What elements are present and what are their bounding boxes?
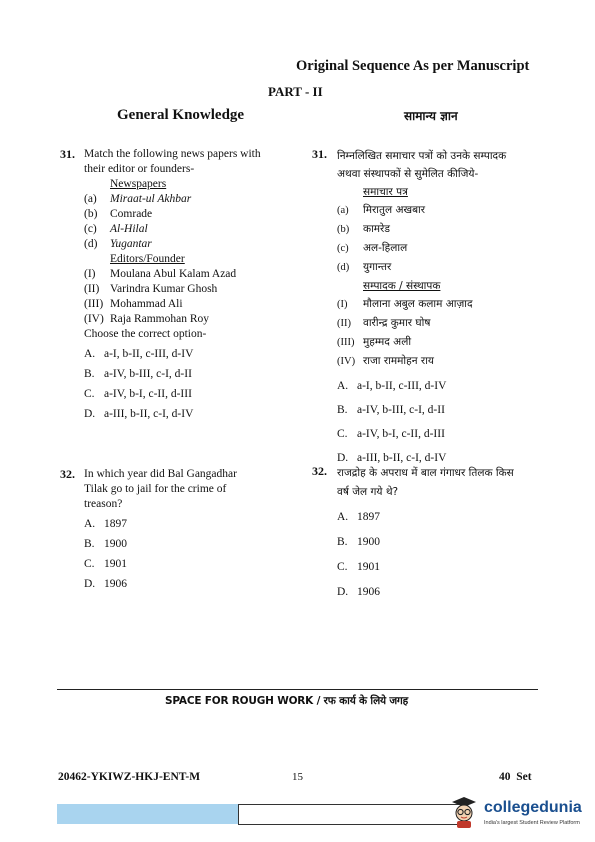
option-text: 1897: [357, 511, 380, 523]
q31-stem-line: Match the following news papers with: [84, 148, 261, 160]
answer-option: [84, 517, 237, 532]
list-marker: (III): [84, 298, 104, 310]
option-letter: B.: [84, 368, 95, 380]
list-item: [84, 222, 261, 237]
option-letter: C.: [84, 558, 95, 570]
option-letter: D.: [337, 452, 349, 464]
list-marker: (c): [84, 223, 97, 235]
q32-hindi: [337, 464, 514, 602]
brand-name: collegedunia: [484, 799, 582, 816]
option-letter: C.: [337, 561, 348, 573]
list-item: [337, 314, 506, 333]
list-marker: (IV): [337, 356, 356, 367]
option-letter: C.: [84, 388, 95, 400]
option-text: a-I, b-II, c-III, d-IV: [104, 348, 194, 360]
list-marker: (III): [337, 337, 355, 348]
option-letter: D.: [84, 578, 96, 590]
editors-heading-hindi: सम्पादक / संस्थापक: [363, 280, 441, 292]
q31-hindi: [337, 147, 506, 467]
list-marker: (b): [84, 208, 98, 220]
list-item: [337, 201, 506, 220]
list-text: Miraat-ul Akhbar: [110, 193, 192, 205]
list-item: [337, 258, 506, 277]
option-letter: B.: [337, 404, 348, 416]
option-letter: A.: [337, 511, 349, 523]
answer-option: [337, 425, 506, 443]
list-item: [84, 267, 261, 282]
manuscript-title: Original Sequence As per Manuscript: [296, 58, 530, 74]
list-text: Yugantar: [110, 238, 152, 250]
section-title-english: General Knowledge: [117, 107, 245, 123]
section-title-hindi: सामान्य ज्ञान: [404, 109, 458, 123]
option-letter: D.: [84, 408, 96, 420]
q32-stem-line: treason?: [84, 498, 123, 510]
q31-number-hindi: 31.: [312, 147, 327, 161]
list-marker: (IV): [84, 313, 104, 325]
list-marker: (a): [337, 205, 349, 216]
q32-stem-line: राजद्रोह के अपराध में बाल गंगाधर तिलक किस: [337, 467, 514, 479]
option-text: a-III, b-II, c-I, d-IV: [104, 408, 194, 420]
list-text: Varindra Kumar Ghosh: [110, 283, 218, 295]
answer-option: [84, 407, 261, 422]
option-letter: A.: [337, 380, 349, 392]
q31-number: 31.: [60, 147, 75, 161]
answer-option: [337, 533, 514, 552]
q32-number-hindi: 32.: [312, 464, 327, 478]
list-item: [337, 333, 506, 352]
list-marker: (II): [337, 318, 351, 329]
q31-english: [84, 147, 261, 422]
list-text: Mohammad Ali: [110, 298, 183, 310]
q31-stem-line: अथवा संस्थापकों से सुमेलित कीजिये-: [337, 168, 479, 180]
list-text: मुहम्मद अली: [363, 336, 412, 348]
option-text: a-IV, b-I, c-II, d-III: [104, 388, 192, 400]
newspapers-heading: Newspapers: [110, 178, 167, 190]
answer-option: [84, 347, 261, 362]
answer-option: [337, 583, 514, 602]
option-text: a-III, b-II, c-I, d-IV: [357, 452, 447, 464]
list-text: Comrade: [110, 208, 153, 220]
option-text: 1901: [357, 561, 380, 573]
footer-box: [238, 804, 462, 825]
q32-number: 32.: [60, 467, 75, 481]
list-item: [337, 352, 506, 371]
option-text: 1906: [357, 586, 380, 598]
option-letter: A.: [84, 518, 96, 530]
answer-option: [337, 558, 514, 577]
option-text: 1901: [104, 558, 127, 570]
q31-stem-line: their editor or founders-: [84, 163, 195, 175]
list-text: मिरातुल अखबार: [363, 204, 426, 216]
option-text: a-IV, b-I, c-II, d-III: [357, 428, 445, 440]
option-text: 1906: [104, 578, 127, 590]
answer-option: [337, 401, 506, 419]
list-text: अल-हिलाल: [363, 242, 408, 254]
option-letter: B.: [337, 536, 348, 548]
list-text: वारीन्द्र कुमार घोष: [363, 317, 431, 329]
paper-code: 20462-YKIWZ-HKJ-ENT-M: [58, 771, 201, 783]
list-item: [84, 312, 261, 327]
list-item: [84, 282, 261, 297]
q31-prompt: Choose the correct option-: [84, 328, 207, 340]
list-item: [337, 220, 506, 239]
option-text: a-IV, b-III, c-I, d-II: [104, 368, 192, 380]
list-item: [84, 297, 261, 312]
list-marker: (I): [337, 299, 348, 310]
editors-heading: Editors/Founder: [110, 253, 185, 265]
list-text: Moulana Abul Kalam Azad: [110, 268, 237, 280]
q31-stem-line: निम्नलिखित समाचार पत्रों को उनके सम्पादक: [337, 150, 507, 162]
list-marker: (a): [84, 193, 97, 205]
answer-option: [337, 377, 506, 395]
option-text: a-I, b-II, c-III, d-IV: [357, 380, 447, 392]
answer-option: [84, 367, 261, 382]
option-text: 1900: [104, 538, 127, 550]
list-marker: (d): [84, 238, 98, 250]
list-text: Raja Rammohan Roy: [110, 313, 210, 325]
option-letter: C.: [337, 428, 348, 440]
q32-stem-line: वर्ष जेल गये थे?: [337, 486, 399, 498]
q32-english: [84, 467, 237, 592]
list-marker: (d): [337, 262, 350, 273]
answer-option: [84, 577, 237, 592]
mascot-icon: [449, 795, 479, 829]
list-item: [84, 237, 261, 252]
list-item: [337, 295, 506, 314]
page-number: 15: [292, 771, 303, 783]
list-text: Al-Hilal: [110, 223, 148, 235]
option-text: a-IV, b-III, c-I, d-II: [357, 404, 445, 416]
option-letter: A.: [84, 348, 96, 360]
answer-option: [337, 508, 514, 527]
rough-work-label: SPACE FOR ROUGH WORK / रफ कार्य के लिये जगह: [165, 695, 409, 707]
list-item: [84, 192, 261, 207]
option-letter: B.: [84, 538, 95, 550]
option-text: 1897: [104, 518, 127, 530]
set-label: 40 Set: [499, 771, 532, 783]
list-text: राजा राममोहन राय: [363, 355, 434, 367]
list-text: कामरेड: [363, 223, 390, 235]
footer-color-bar: [57, 804, 238, 824]
rough-work-divider: [57, 689, 538, 690]
option-text: 1900: [357, 536, 380, 548]
option-letter: D.: [337, 586, 349, 598]
part-heading: PART - II: [268, 84, 323, 99]
answer-option: [84, 557, 237, 572]
list-marker: (b): [337, 224, 350, 235]
q32-stem-line: In which year did Bal Gangadhar: [84, 468, 237, 480]
list-item: [84, 207, 261, 222]
list-marker: (c): [337, 243, 349, 254]
list-text: युगान्तर: [363, 261, 392, 273]
list-marker: (I): [84, 268, 96, 280]
list-marker: (II): [84, 283, 100, 295]
answer-option: [84, 537, 237, 552]
answer-option: [84, 387, 261, 402]
list-text: मौलाना अबुल कलाम आज़ाद: [363, 298, 473, 310]
newspapers-heading-hindi: समाचार पत्र: [363, 186, 408, 198]
q32-stem-line: Tilak go to jail for the crime of: [84, 483, 227, 495]
list-item: [337, 239, 506, 258]
brand-tagline: India's largest Student Review Platform: [484, 820, 580, 826]
